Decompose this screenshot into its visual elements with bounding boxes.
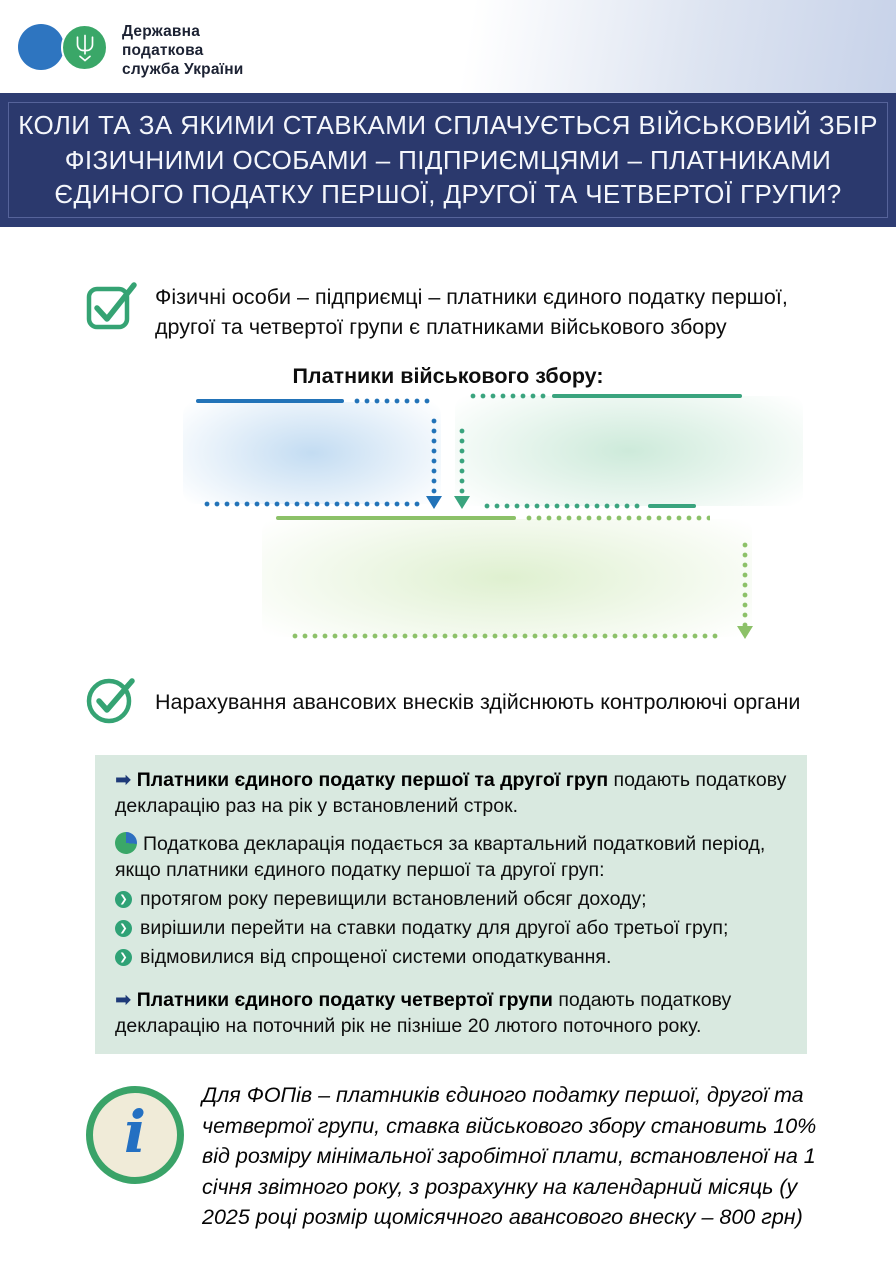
groups-1-2-sublead-text: Податкова декларація подається за квартальний податковий період, якщо платники єдиного податку першої та другої груп: <box>115 832 766 881</box>
step-3-top-dots <box>524 515 710 521</box>
arrow-down-green-head-icon <box>454 496 470 509</box>
page-title: КОЛИ ТА ЗА ЯКИМИ СТАВКАМИ СПЛАЧУЄТЬСЯ ВІЙСЬКОВИЙ ЗБІР ФІЗИЧНИМИ ОСОБАМИ – ПІДПРИЄМЦЯМИ – ПЛАТНИКАМИ ЄДИНОГО ПОДАТКУ ПЕРШОЇ, ДРУГОЇ ТА ЧЕТВЕРТОЇ ГРУПИ? <box>18 110 878 210</box>
payers-heading: Платники військового збору: <box>292 364 604 388</box>
check-item-2-text: Нарахування авансових внесків здійснюють контролюючі органи <box>155 690 801 714</box>
info-icon <box>86 1086 184 1184</box>
arrow-down-lightgreen-icon <box>742 540 748 626</box>
bullet-1-text: протягом року перевищили встановлений обсяг доходу; <box>140 887 647 910</box>
groups-1-2-lead-rest: подають податкову декларацію раз на рік у встановлений строк. <box>115 769 787 817</box>
group-4-lead <box>115 988 787 1040</box>
step-1-top-line <box>196 399 344 403</box>
arrow-down-green-icon <box>459 426 465 496</box>
bullet-3-text: відмовилися від спрощеної системи оподаткування. <box>140 945 612 968</box>
checkbox-check-icon <box>86 281 138 331</box>
step-3-bottom-dots <box>290 633 722 639</box>
logo-line-3: служба України <box>122 60 244 78</box>
pie-chart-icon <box>115 832 137 854</box>
groups-1-2-box <box>95 755 807 984</box>
step-2-top-line <box>552 394 742 398</box>
info-i-glyph: i <box>123 1098 147 1166</box>
group-4-box <box>95 975 807 1054</box>
logo-line-1: Державна <box>122 23 201 40</box>
info-note-text: Для ФОПів – платників єдиного податку першої, другої та четвертої групи, ставка військового збору становить 10% від розміру мінімальної заробітної плати, встановленої на 1 січня звітного року, з розрахунку на календарний місяць (у 2025 році розмір щомісячного авансового внеску – 800 грн) <box>202 1083 817 1230</box>
logo-blue-circle <box>18 24 64 70</box>
step-3-number <box>168 513 273 648</box>
title-banner-inner <box>8 102 888 218</box>
arrow-down-blue-head-icon <box>426 496 442 509</box>
step-1-box <box>183 402 441 504</box>
logo-text <box>122 23 244 80</box>
groups-1-2-lead-bold: Платники єдиного податку першої та другої груп <box>136 769 609 791</box>
bullet-chevron-icon: ❯ <box>115 920 132 937</box>
group-4-lead-rest: подають податкову декларацію на поточний рік не пізніше 20 лютого поточного року. <box>115 989 732 1037</box>
step-1-top-dots <box>352 398 434 404</box>
step-2-top-dots <box>468 393 546 399</box>
step-2-bottom-line <box>648 504 696 508</box>
step-1-number <box>95 396 190 511</box>
groups-1-2-lead <box>115 768 787 820</box>
logo-line-2: податкова <box>122 41 204 59</box>
header <box>0 0 896 93</box>
list-item <box>115 916 787 942</box>
group-4-lead-bold: Платники єдиного податку четвертої групи <box>136 989 553 1011</box>
step-2-box <box>455 396 803 506</box>
step-2-number <box>799 391 896 511</box>
step-1-bottom-dots <box>202 501 424 507</box>
bullet-chevron-icon: ❯ <box>115 949 132 966</box>
bullet-chevron-icon: ❯ <box>115 891 132 908</box>
check-item-1-text: Фізичні особи – підприємці – платники єдиного податку першої, другої та четвертої групи є платниками військового збору <box>155 285 788 339</box>
circle-check-icon <box>86 674 138 726</box>
trident-icon <box>70 32 100 64</box>
list-item <box>115 945 787 971</box>
arrow-down-lightgreen-head-icon <box>737 626 753 639</box>
step-2-bottom-dots <box>482 503 640 509</box>
list-item <box>115 887 787 913</box>
title-banner <box>0 93 896 227</box>
arrow-right-icon: ➡ <box>115 769 132 791</box>
bullet-2-text: вирішили перейти на ставки податку для другої або третьої груп; <box>140 916 729 939</box>
logo-green-circle <box>61 24 108 71</box>
arrow-down-blue-icon <box>431 416 437 496</box>
groups-1-2-sublead <box>115 832 787 884</box>
step-3-top-line <box>276 516 516 520</box>
arrow-right-icon: ➡ <box>115 989 132 1011</box>
step-3-box <box>262 519 752 637</box>
